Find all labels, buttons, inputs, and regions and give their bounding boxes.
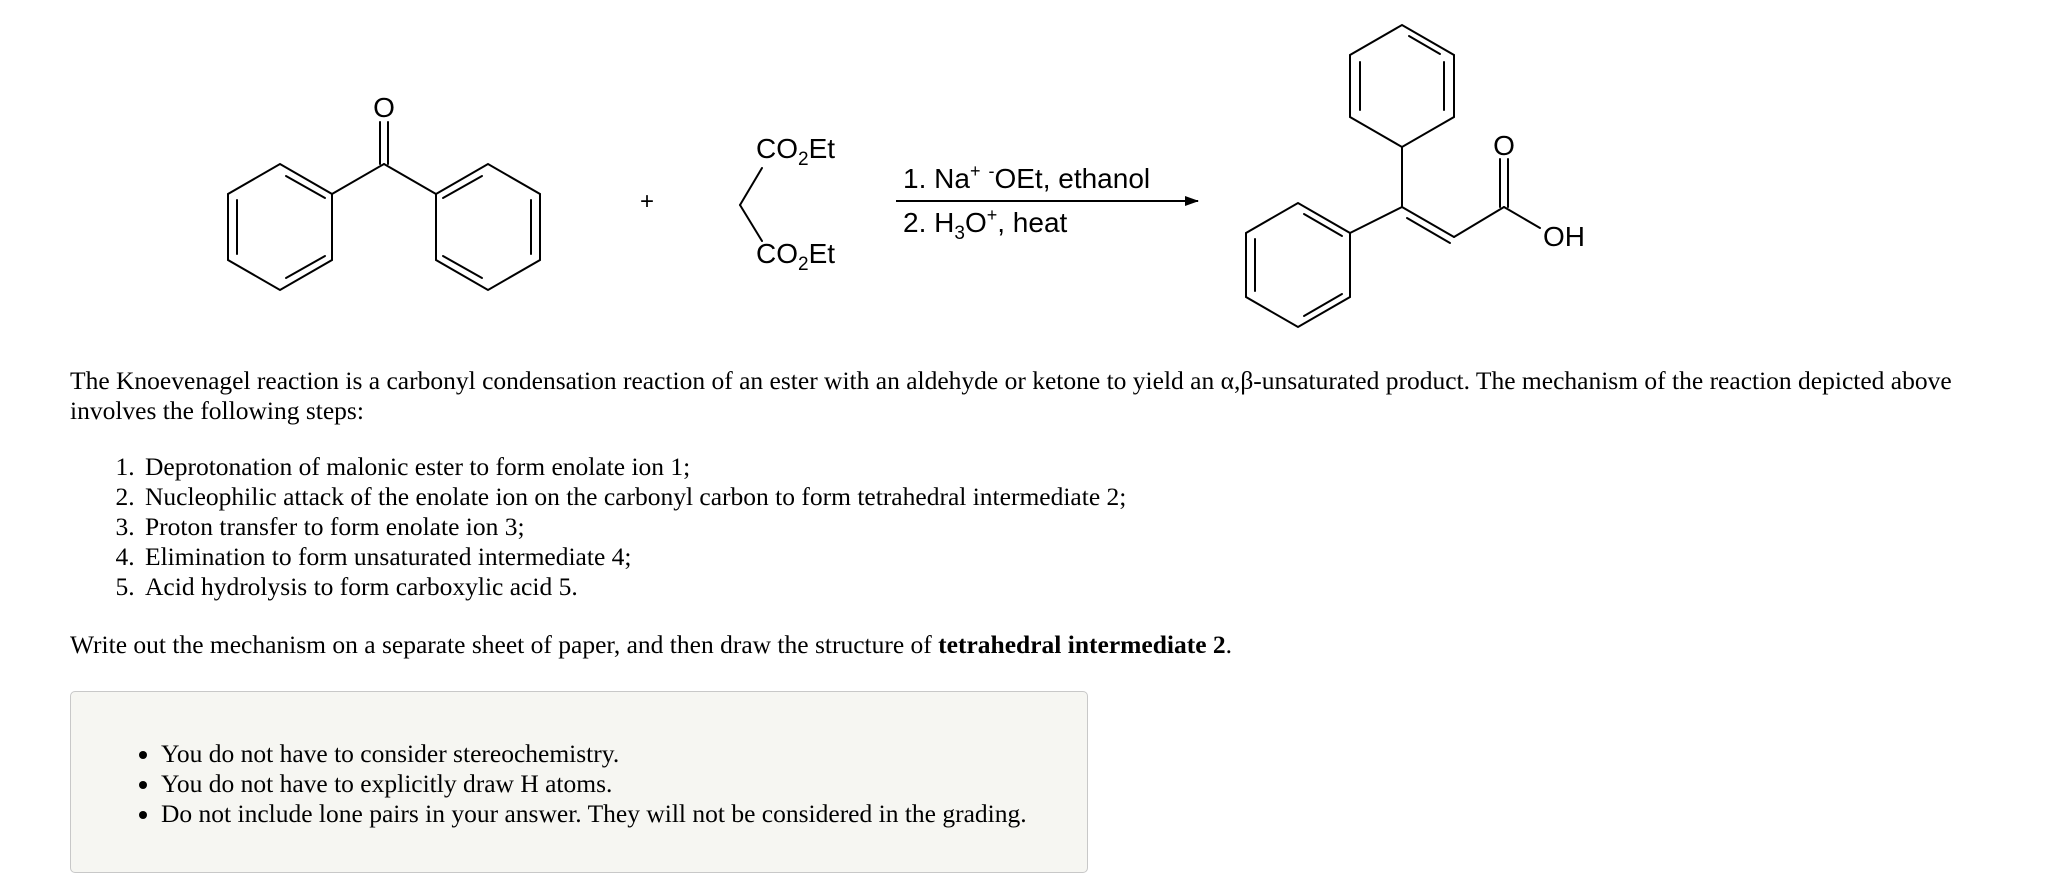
intro-paragraph: The Knoevenagel reaction is a carbonyl condensation reaction of an ester with an aldehyde or ketone to yield an α,β-unsaturated product. The mechanism of the reaction depicted above involves the following steps: <box>70 366 1952 425</box>
reaction-scheme <box>0 0 2046 360</box>
question-body <box>70 366 1990 660</box>
product-structure <box>1246 25 1540 327</box>
task-instruction <box>70 630 1990 660</box>
notes-box <box>70 691 1088 873</box>
benzophenone-structure <box>228 122 540 290</box>
task-target: tetrahedral intermediate 2 <box>938 630 1226 659</box>
benzophenone-oxygen-label: O <box>373 92 395 123</box>
product-carbonyl-oxygen-label: O <box>1493 130 1515 161</box>
malonate-bottom-ester-label: $CO_2Et$ <box>756 238 836 275</box>
task-text: Write out the mechanism on a separate sheet of paper, and then draw the structure of <box>70 630 939 659</box>
plus-sign: + <box>639 188 655 215</box>
mechanism-steps-list <box>70 452 1990 602</box>
step-item: 2. Nucleophilic attack of the enolate ion on the carbonyl carbon to form tetrahedral intermediate 2; <box>141 482 1990 512</box>
product-hydroxyl-label: OH <box>1543 221 1585 252</box>
step-item: 1. Deprotonation of malonic ester to form enolate ion 1; <box>141 452 1990 482</box>
step-item: 3. Proton transfer to form enolate ion 3; <box>141 512 1990 542</box>
note-item: • You do not have to consider stereochemistry. <box>161 739 1087 769</box>
note-item: • You do not have to explicitly draw H atoms. <box>161 769 1087 799</box>
condition-step-2: 2. $H_3O^+$, heat <box>903 205 1068 244</box>
diethyl-malonate-structure <box>740 168 762 241</box>
step-item: 4. Elimination to form unsaturated intermediate 4; <box>141 542 1990 572</box>
note-item: • Do not include lone pairs in your answer. They will not be considered in the grading. <box>161 799 1087 829</box>
notes-list <box>71 739 1087 829</box>
condition-step-1: 1. Na+ -OEt, ethanol <box>903 161 1151 194</box>
step-item: 5. Acid hydrolysis to form carboxylic acid 5. <box>141 572 1990 602</box>
task-end: . <box>1225 630 1233 659</box>
malonate-top-ester-label: $CO_2Et$ <box>756 133 836 170</box>
